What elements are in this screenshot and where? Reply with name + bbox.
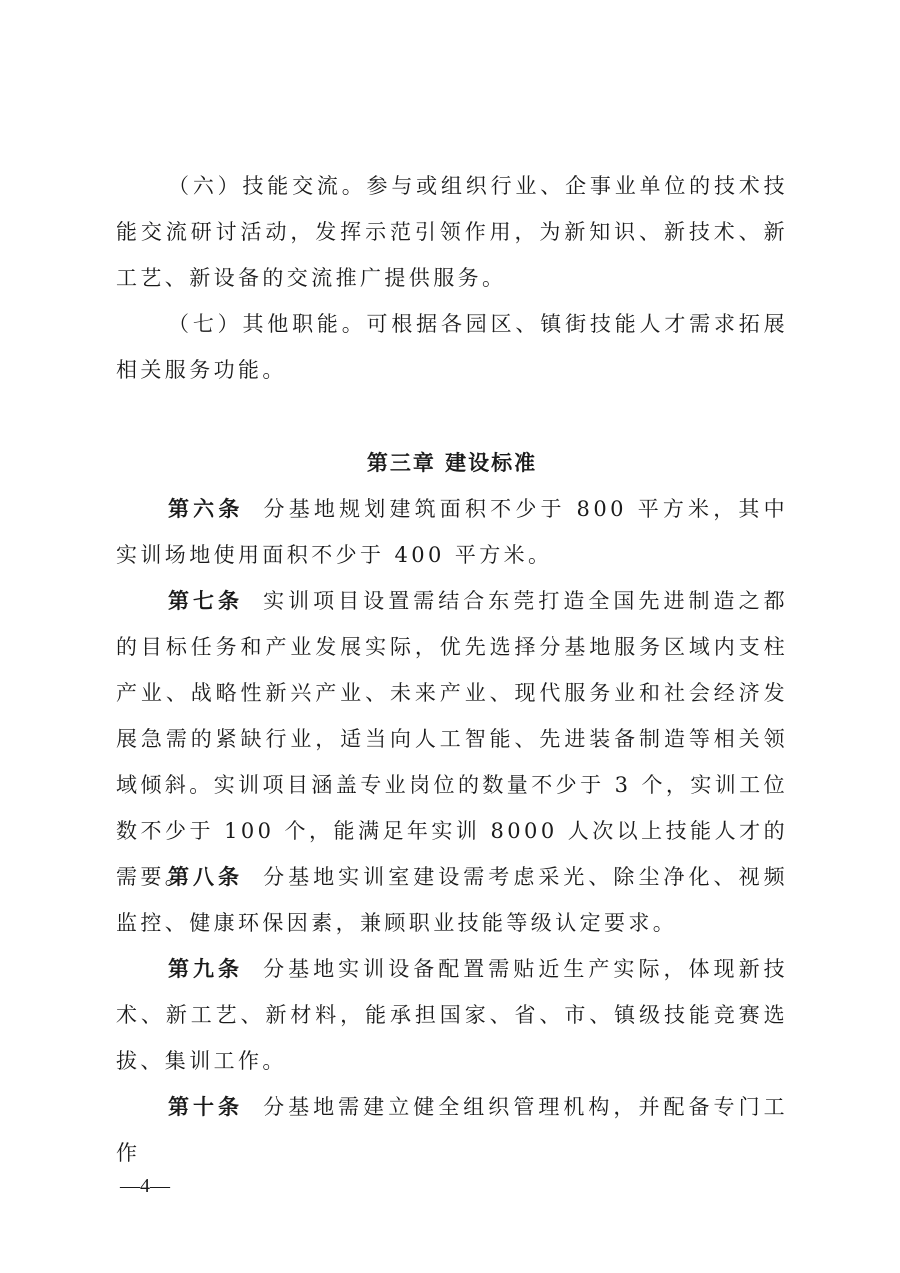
article-text: 分基地需建立健全组织管理机构，并配备专门工作 (116, 1095, 788, 1165)
article-number: 第十条 (168, 1094, 244, 1119)
article-number: 第七条 (168, 588, 244, 613)
article-number: 第八条 (168, 864, 244, 889)
chapter-title: 第三章 建设标准 (366, 451, 538, 475)
article-10 (116, 1084, 788, 1176)
article-6 (116, 486, 788, 578)
paragraph-other-functions: （七）其他职能。可根据各园区、镇街技能人才需求拓展相关服务功能。 (116, 312, 788, 382)
article-8 (116, 854, 788, 946)
article-number: 第九条 (168, 956, 244, 981)
article-9 (116, 946, 788, 1084)
page-number: —4— (120, 1175, 170, 1197)
article-text: 分基地规划建筑面积不少于 800 平方米，其中实训场地使用面积不少于 400 平方米。 (116, 497, 788, 567)
article-text: 实训项目设置需结合东莞打造全国先进制造之都的目标任务和产业发展实际，优先选择分基地服务区域内支柱产业、战略性新兴产业、未来产业、现代服务业和社会经济发展急需的紧缺行业，适当向人工智能、先进装备制造等相关领域倾斜。实训项目涵盖专业岗位的数量不少于 3 个，实训工位数不少于 100 个，能满足年实训 8000 人次以上技能人才的需要。 (116, 589, 788, 889)
article-7 (116, 578, 788, 900)
article-number: 第六条 (168, 496, 244, 521)
article-text: 分基地实训设备配置需贴近生产实际，体现新技术、新工艺、新材料，能承担国家、省、市、镇级技能竞赛选拔、集训工作。 (116, 957, 788, 1073)
article-text: 分基地实训室建设需考虑采光、除尘净化、视频监控、健康环保因素，兼顾职业技能等级认定要求。 (116, 865, 788, 935)
paragraph-skill-exchange: （六）技能交流。参与或组织行业、企事业单位的技术技能交流研讨活动，发挥示范引领作用，为新知识、新技术、新工艺、新设备的交流推广提供服务。 (116, 174, 788, 290)
